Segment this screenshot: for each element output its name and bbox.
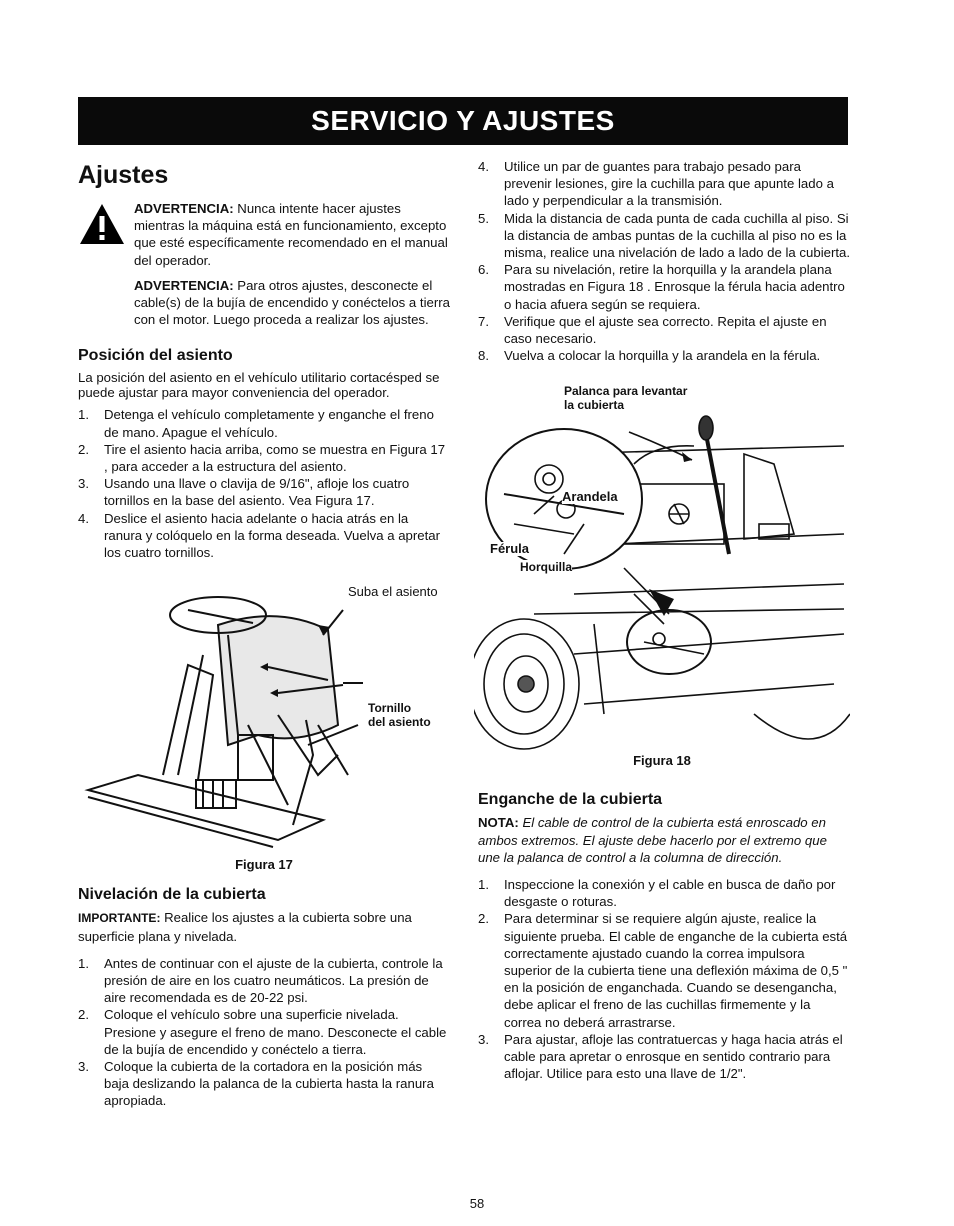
fig18-label-washer: Arandela — [562, 489, 618, 505]
list-item: 3. Coloque la cubierta de la cortadora en la posición más baja deslizando la palanca de la cubierta hasta la ranura apropiada. — [78, 1059, 434, 1109]
figure-18 — [474, 384, 850, 769]
seat-position-heading: Posición del asiento — [78, 347, 233, 365]
fig17-label-bolt: Tornillo del asiento — [368, 701, 431, 730]
figure-17-caption: Figura 17 — [235, 857, 293, 873]
warning-block — [78, 200, 450, 336]
list-item: 2. Coloque el vehículo sobre una superficie nivelada. Presione y asegure el freno de mano. Desconecte el cable de la bujía de encendido y conéctelo a tierra. — [78, 1007, 447, 1057]
warning-2: ADVERTENCIA: Para otros ajustes, desconecte el cable(s) de la bujía de encendido y conéctelos a tierra con el motor. Luego proceda a realizar los ajustes. — [134, 277, 450, 328]
list-item: 8. Vuelva a colocar la horquilla y la arandela en la férula. — [478, 348, 821, 364]
figure-18-caption: Figura 18 — [633, 753, 691, 769]
deck-leveling-heading: Nivelación de la cubierta — [78, 886, 266, 904]
list-item: 3. Usando una llave o clavija de 9/16", afloje los cuatro tornillos en la base del asiento. Vea Figura 17. — [78, 476, 410, 509]
warning-triangle-icon — [78, 200, 128, 336]
fig18-label-clevis: Horquilla — [520, 560, 573, 575]
right-column — [478, 158, 850, 1088]
fig17-label-raise: Suba el asiento — [348, 584, 438, 600]
page-number: 58 — [469, 1196, 485, 1211]
deck-important-note: IMPORTANTE: Realice los ajustes a la cubierta sobre una superficie plana y nivelada. — [78, 910, 412, 944]
list-item: 5. Mida la distancia de cada punta de cada cuchilla al piso. Si la distancia de ambas puntas de la cuchilla al piso no es la misma, realice una nivelación de lado a lado de la cubierta. — [478, 210, 851, 261]
warning-1: ADVERTENCIA: Nunca intente hacer ajustes mientras la máquina está en funcionamiento, excepto que esté específicamente recomendado en el manual del operador. — [134, 201, 448, 268]
seat-intro: La posición del asiento en el vehículo utilitario cortacésped se puede ajustar para mayor conveniencia del operador. — [78, 370, 440, 401]
list-item: 6. Para su nivelación, retire la horquilla y la arandela plana mostradas en Figura 18 . Enrosque la férula hacia adentro o hacia afuera según se requiera. — [478, 262, 845, 312]
deck-leveling-steps — [78, 955, 450, 1110]
deck-hitch-steps — [478, 876, 850, 1082]
fig18-label-ferrule: Férula — [490, 541, 530, 557]
list-item: 1. Detenga el vehículo completamente y enganche el freno de mano. Apague el vehículo. — [78, 407, 434, 440]
figure-17 — [78, 575, 450, 850]
fig18-label-lever: Palanca para levantar la cubierta — [564, 384, 688, 413]
list-item: 2. Para determinar si se requiere algún ajuste, realice la siguiente prueba. El cable de enganche de la cubierta está correctamente ajustado cuando la correa impulsora superior de la cubierta tiene una deflexión máxima de 0,5 " en la posición de enganchada. Cuando se desengancha, debe aplicar el freno de las cuchillas firmemente y la correa no deberá arrastrarse. — [478, 911, 848, 1030]
list-item: 7. Verifique que el ajuste sea correcto. Repita el ajuste en caso necesario. — [478, 313, 827, 347]
list-item: 1. Inspeccione la conexión y el cable en busca de daño por desgaste o roturas. — [478, 877, 836, 910]
seat-steps — [78, 406, 450, 561]
page-title: Ajustes — [78, 161, 169, 189]
list-item: 4. Deslice el asiento hacia adelante o hacia atrás en la ranura y colóquelo en la forma deseada. Vuelva a apretar los cuatro tornillos. — [78, 510, 441, 561]
deck-leveling-steps-continued — [478, 158, 850, 364]
left-column — [78, 160, 450, 1116]
list-item: 3. Para ajustar, afloje las contratuercas y haga hacia atrás el cable para apretar o enrosque en sentido contrario para aflojar. Utilice para esto una llave de 1/2". — [478, 1031, 843, 1082]
list-item: 2. Tire el asiento hacia arriba, como se muestra en Figura 17 , para acceder a la estructura del asiento. — [78, 441, 446, 475]
deck-hitch-heading: Enganche de la cubierta — [478, 791, 663, 809]
deck-lift-illustration — [474, 384, 850, 764]
list-item: 4. Utilice un par de guantes para trabajo pesado para prevenir lesiones, gire la cuchilla para que apunte lado a lado y perpendicular a la transmisión. — [478, 159, 834, 209]
hitch-note: NOTA: El cable de control de la cubierta está enroscado en ambos extremos. El ajuste debe hacerlo por el extremo que une la palanca de control a la columna de dirección. — [478, 815, 827, 865]
list-item: 1. Antes de continuar con el ajuste de la cubierta, controle la presión de aire en los cuatro neumáticos. La presión de aire recomendada es de 20-22 psi. — [78, 955, 443, 1006]
section-banner: SERVICIO Y AJUSTES — [78, 97, 848, 145]
